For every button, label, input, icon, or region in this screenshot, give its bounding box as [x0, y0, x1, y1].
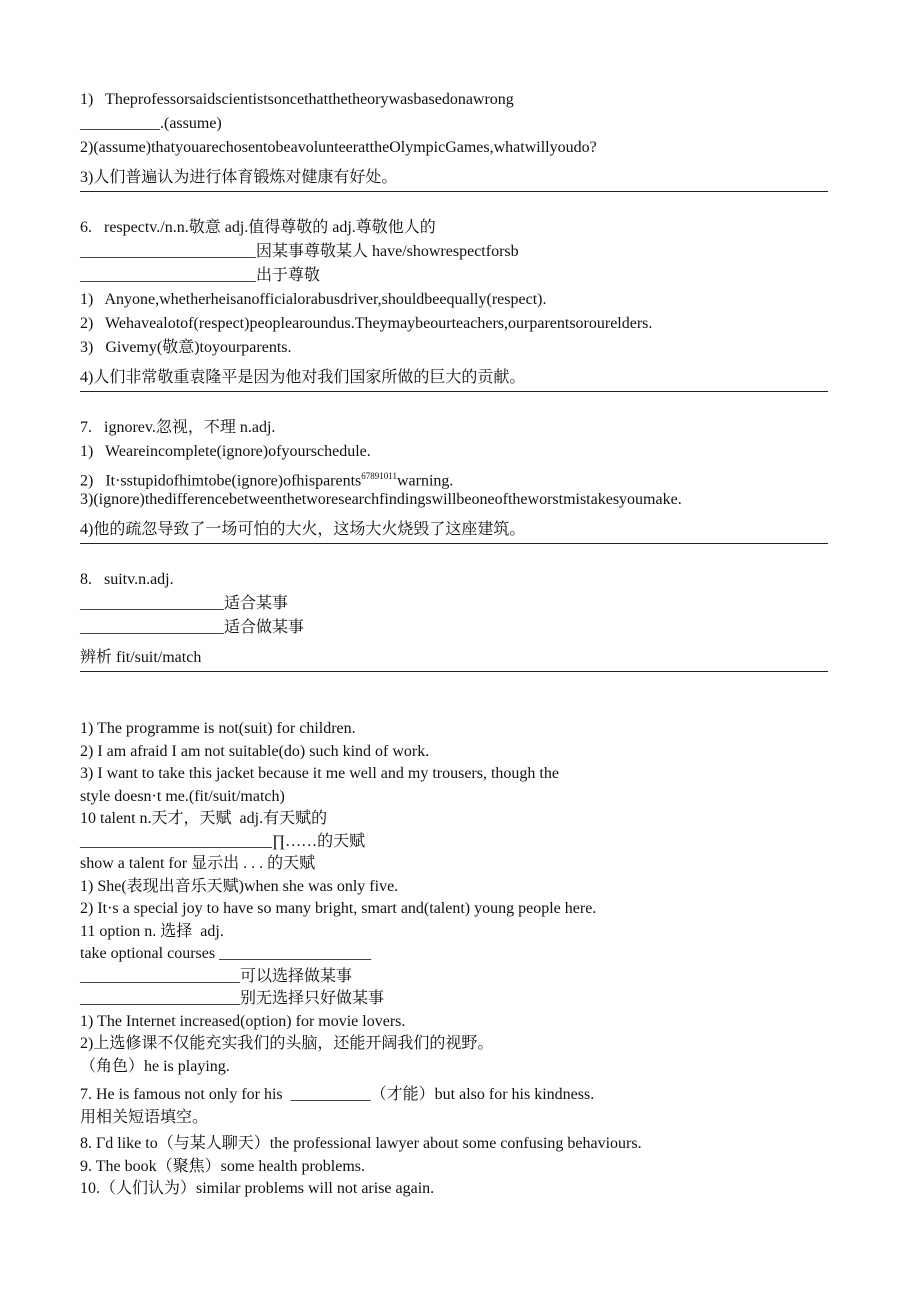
q5-item-2: 2)(assume)thatyouarechosentobeavolunteerattheOlympicGames,whatwillyoudo? [80, 139, 597, 156]
q5-item-1-blank: __________.(assume) [80, 115, 222, 132]
fill-item-7: 7. He is famous not only for his __________（才能）but also for his kindness. [80, 1086, 595, 1103]
fill-item-8: 8. Γd like to（与某人聊天）the professional lawyer about some confusing behaviours. [80, 1135, 642, 1152]
q6-item-4: 4)人们非常敬重袁隆平是因为他对我们国家所做的巨大的贡献。 [80, 366, 828, 392]
ex-suit-2: 2) I am afraid I am not suitable(do) such kind of work. [80, 742, 430, 760]
talent-heading: 10 talent n.天才，天赋 adj.有天赋的 [80, 810, 328, 827]
spacer [80, 672, 828, 718]
q8-phrase-1: __________________适合某事 [80, 595, 289, 612]
talent-phrase-1: ________________________∏……的天赋 [80, 832, 366, 850]
section-ignore [80, 416, 828, 544]
q8-heading: 8. suitv.n.adj. [80, 571, 174, 588]
talent-item-1: 1) She(表现出音乐天赋)when she was only five. [80, 877, 399, 895]
section-exercises [80, 718, 828, 1201]
q5-item-3: 3)人们普遍认为进行体育锻炼对健康有好处。 [80, 166, 828, 192]
section-respect [80, 216, 828, 392]
fill-instruction: 用相关短语填空。 [80, 1108, 209, 1126]
ex-suit-3-cont: style doesn·t me.(fit/suit/match) [80, 787, 285, 805]
q7-item-2 [80, 464, 828, 488]
option-phrase-2: ____________________可以选择做某事 [80, 967, 353, 985]
q7-item-1: 1) Weareincomplete(ignore)ofyourschedule. [80, 443, 371, 460]
q6-heading: 6. respectv./n.n.敬意 adj.值得尊敬的 adj.尊敬他人的 [80, 219, 436, 236]
option-phrase-3: ____________________别无选择只好做某事 [80, 990, 385, 1007]
q7-item-3: 3)(ignore)thedifferencebetweenthetworesearchfindingswillbeoneoftheworstmistakesyoumake. [80, 491, 682, 508]
spacer [80, 192, 828, 216]
ex-suit-3: 3) I want to take this jacket because it me well and my trousers, though the [80, 765, 559, 782]
fill-item-9: 9. The book（聚焦）some health problems. [80, 1157, 366, 1175]
option-heading: 11 option n. 选择 adj. [80, 922, 224, 940]
q8-discrimination: 辨析 fit/suit/match [80, 646, 828, 672]
talent-item-2: 2) It·s a special joy to have so many bright, smart and(talent) young people here. [80, 900, 597, 917]
q6-phrase-2: ______________________出于尊敬 [80, 267, 321, 284]
section-suit [80, 568, 828, 672]
q7-item-2-text: 2) It·sstupidofhimtobe(ignore)ofhisparents [80, 472, 362, 490]
option-item-1: 1) The Internet increased(option) for movie lovers. [80, 1012, 406, 1030]
q7-item-4: 4)他的疏忽导致了一场可怕的大火，这场大火烧毁了这座建筑。 [80, 518, 828, 544]
talent-phrase-2: show a talent for 显示出 . . . 的天赋 [80, 855, 316, 872]
option-phrase-1: take optional courses ___________________ [80, 945, 372, 962]
q7-item-2-tail: warning. [396, 472, 454, 490]
role-line: （角色）he is playing. [80, 1057, 230, 1075]
fill-item-10: 10.（人们认为）similar problems will not arise again. [80, 1180, 435, 1197]
q6-phrase-1: ______________________因某事尊敬某人 have/showrespectforsb [80, 243, 519, 260]
spacer [80, 392, 828, 416]
option-item-2: 2)上选修课不仅能充实我们的头脑，还能开阔我们的视野。 [80, 1035, 494, 1052]
section-assume [80, 88, 828, 192]
ex-suit-1: 1) The programme is not(suit) for children. [80, 720, 356, 737]
q6-item-1: 1) Anyone,whetherheisanofficialorabusdriver,shouldbeequally(respect). [80, 291, 547, 308]
q6-item-2: 2) Wehavealotof(respect)peoplearoundus.Theymaybeourteachers,ourparentsorourelders. [80, 315, 653, 332]
spacer [80, 544, 828, 568]
q6-item-3: 3) Givemy(敬意)toyourparents. [80, 339, 292, 356]
q8-phrase-2: __________________适合做某事 [80, 619, 305, 636]
q5-item-1: 1) Theprofessorsaidscientistsoncethatthetheorywasbasedonawrong [80, 91, 514, 108]
worksheet-page [80, 88, 828, 1201]
q7-item-2-superscript: 67891011 [361, 471, 397, 481]
q7-heading: 7. ignorev.忽视，不理 n.adj. [80, 419, 276, 436]
